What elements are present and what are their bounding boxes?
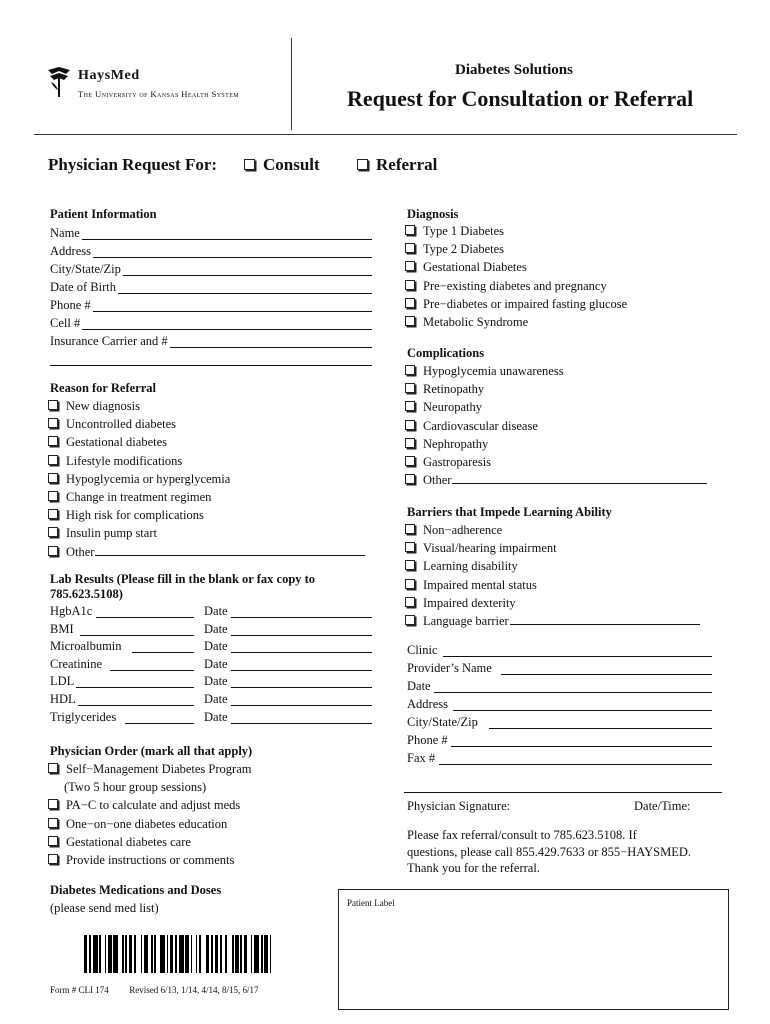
meds-heading: Diabetes Medications and Doses [50,883,222,897]
order-item-note: (Two 5 hour group sessions) [64,780,207,795]
barrier-item-label: Visual/hearing impairment [423,541,557,556]
diagnosis-item[interactable] [405,279,627,297]
checkbox[interactable] [405,383,415,393]
field-label: Cell # [50,316,81,330]
clinic-field-line[interactable] [489,728,712,729]
patient-info-field[interactable] [50,244,372,260]
patient-info-field[interactable] [50,262,372,278]
reason-item-label: Gestational diabetes [66,435,168,450]
barrier-item-label: Non−adherence [423,523,503,537]
checkbox[interactable] [48,799,58,809]
complication-item[interactable] [405,437,707,455]
fax-note-line1: Please fax referral/consult to 785.623.5108. If [407,828,637,842]
lab-date-line[interactable] [231,670,372,671]
reason-item[interactable] [48,399,365,417]
other-line[interactable] [510,614,700,625]
lab-date-line[interactable] [231,687,372,688]
complication-item-label: Gastroparesis [423,454,492,469]
lab-label: HgbA1c [50,604,93,618]
diagnosis-item-label: Pre−diabetes or impaired fasting glucose [423,296,628,311]
complication-item[interactable] [405,400,707,418]
checkbox[interactable] [48,491,58,501]
checkbox[interactable] [48,546,58,556]
diagnosis-item[interactable] [405,260,627,278]
checkbox[interactable] [48,854,58,864]
lab-date-line[interactable] [231,635,372,636]
checkbox[interactable] [405,456,415,466]
field-label: Address [50,244,91,258]
org-name: HaysMed [78,68,140,83]
other-line[interactable] [452,473,707,484]
header-rule [34,134,737,135]
barrier-item-label: Impaired dexterity [423,595,516,610]
checkbox[interactable] [48,436,58,446]
referral-checkbox[interactable] [357,159,368,170]
checkbox[interactable] [48,455,58,465]
field-label: Date of Birth [50,280,116,294]
order-item[interactable]: Self−Management Diabetes Program [48,762,251,780]
barrier-item[interactable] [405,596,700,614]
checkbox[interactable] [405,225,415,235]
complication-item[interactable] [405,455,707,473]
order-item[interactable]: Provide instructions or comments [48,853,251,871]
barriers-heading: Barriers that Impede Learning Ability [407,505,612,519]
lab-heading-line2: 785.623.5108) [50,587,123,601]
clinic-field-label: Phone # [407,733,448,747]
field-line[interactable] [82,239,372,240]
checkbox[interactable] [405,280,415,290]
field-line-extra[interactable] [50,365,372,366]
referral-option[interactable]: Referral [357,155,437,175]
checkbox[interactable] [405,474,415,484]
field-line[interactable] [82,329,372,330]
lab-date-line[interactable] [231,617,372,618]
lab-date-label: Date [204,622,228,636]
complication-item-label: Other [423,473,452,488]
complication-item[interactable] [405,419,707,437]
lab-date-label: Date [204,639,228,653]
barrier-item-label: Language barrier [423,613,509,628]
diagnosis-item-label: Metabolic Syndrome [423,314,529,329]
checkbox[interactable] [405,438,415,448]
lab-date-line[interactable] [231,705,372,706]
org-subtitle: The University of Kansas Health System [78,89,240,99]
field-label: Name [50,226,80,240]
reason-item[interactable] [48,454,365,472]
lab-value-line[interactable] [80,635,194,636]
diagnosis-item-label: Type 2 Diabetes [423,242,505,257]
diagnosis-list [405,224,627,333]
consult-option[interactable]: Consult [244,155,320,175]
checkbox[interactable] [48,400,58,410]
checkbox[interactable] [405,365,415,375]
diagnosis-item[interactable] [405,297,627,315]
lab-label: LDL [50,674,75,688]
lab-value-line[interactable] [132,652,194,653]
reason-item-label: Hypoglycemia or hyperglycemia [66,471,231,486]
barrier-item[interactable] [405,523,700,541]
reason-item[interactable] [48,490,365,508]
checkbox[interactable] [48,418,58,428]
clinic-field-line[interactable] [443,656,712,657]
lab-label: Microalbumin [50,639,122,653]
diagnosis-item-label: Type 1 Diabetes [423,224,505,238]
diagnosis-item[interactable] [405,242,627,260]
clinic-field-label: Provider’s Name [407,661,492,675]
checkbox[interactable] [405,401,415,411]
lab-label: HDL [50,692,76,706]
checkbox[interactable] [405,560,415,570]
diagnosis-item[interactable] [405,224,627,242]
checkbox[interactable] [405,615,415,625]
fax-note-line2: questions, please call 855.429.7633 or 855−HAYSMED. [407,845,691,859]
patient-info-field[interactable] [50,334,372,350]
order-heading: Physician Order (mark all that apply) [50,744,253,758]
field-label: Phone # [50,298,91,312]
lab-date-label: Date [204,657,228,671]
barriers-list [405,523,700,632]
fax-note-line3: Thank you for the referral. [407,861,540,875]
clinic-field-line[interactable] [439,764,712,765]
reason-item-label: Insulin pump start [66,526,157,541]
reason-item[interactable] [48,526,365,544]
reason-item[interactable] [48,545,365,563]
clinic-field-line[interactable] [501,674,712,675]
lab-label: BMI [50,622,74,636]
complication-item[interactable] [405,473,707,491]
reason-item-label: High risk for complications [66,508,204,523]
form-subtitle: Diabetes Solutions [455,62,573,78]
haysmed-logo-icon [46,66,72,98]
reason-list [48,399,365,563]
barrier-item[interactable] [405,559,700,577]
reason-item-label: Lifestyle modifications [66,453,183,468]
lab-date-label: Date [204,604,228,618]
complication-item[interactable] [405,382,707,400]
lab-date-label: Date [204,692,228,706]
field-line[interactable] [93,311,372,312]
clinic-field-line[interactable] [451,746,712,747]
patient-info-field[interactable] [50,316,372,332]
checkbox[interactable] [405,420,415,430]
clinic-field-label: Date [407,679,431,693]
reason-item[interactable] [48,417,365,435]
checkbox[interactable] [405,261,415,271]
other-line[interactable] [95,545,365,556]
complications-list [405,364,707,491]
lab-value-line[interactable] [110,670,194,671]
clinic-field-line[interactable] [434,692,712,693]
signature-date-label: Date/Time: [634,799,691,813]
checkbox[interactable] [48,836,58,846]
reason-item-label: Other [66,544,95,559]
barrier-item-label: Impaired mental status [423,577,537,592]
reason-item[interactable] [48,472,365,490]
consult-checkbox[interactable] [244,159,255,170]
patient-info-field[interactable] [50,298,372,314]
patient-info-field[interactable] [50,226,372,242]
diagnosis-item-label: Gestational Diabetes [423,260,527,275]
patient-label-box[interactable] [338,889,729,1010]
meds-note: (please send med list) [50,901,159,915]
complications-heading: Complications [407,346,485,360]
checkbox[interactable] [48,509,58,519]
reason-item-label: Change in treatment regimen [66,489,212,504]
clinic-field-label: City/State/Zip [407,715,478,729]
diagnosis-item-label: Pre−existing diabetes and pregnancy [423,278,607,293]
checkbox[interactable] [405,524,415,534]
patient-info-heading: Patient Information [50,207,157,221]
lab-value-line[interactable] [125,723,194,724]
reason-item[interactable] [48,508,365,526]
lab-value-line[interactable] [78,705,194,706]
checkbox[interactable] [405,316,415,326]
barrier-item[interactable] [405,578,700,596]
clinic-field-label: Fax # [407,751,436,765]
diagnosis-item[interactable] [405,315,627,333]
lab-date-line[interactable] [231,652,372,653]
lab-value-line[interactable] [76,687,194,688]
complication-item-label: Cardiovascular disease [423,418,538,433]
barrier-item[interactable] [405,541,700,559]
lab-date-label: Date [204,710,228,724]
complication-item-label: Hypoglycemia unawareness [423,364,564,378]
checkbox[interactable] [48,818,58,828]
clinic-field-line[interactable] [453,710,712,711]
order-item[interactable]: One−on−one diabetes education [48,817,251,835]
checkbox[interactable] [48,527,58,537]
diagnosis-heading: Diagnosis [407,207,459,221]
header-divider [291,38,292,130]
checkbox[interactable] [405,597,415,607]
barrier-item[interactable] [405,614,700,632]
checkbox[interactable] [405,542,415,552]
checkbox[interactable] [48,763,58,773]
barrier-item-label: Learning disability [423,559,518,574]
form-title: Request for Consultation or Referral [347,86,694,111]
form-footer [50,985,259,995]
signature-label: Physician Signature: [407,799,511,813]
lab-label: Creatinine [50,657,103,671]
lab-value-line[interactable] [96,617,194,618]
form-number: Form # CLI 174 [50,985,109,995]
lab-label: Triglycerides [50,710,117,724]
checkbox[interactable] [48,473,58,483]
reason-item-label: New diagnosis [66,399,140,413]
patient-label-caption: Patient Label [347,898,395,908]
reason-item[interactable] [48,435,365,453]
request-type-label: Physician Request For: [48,155,218,174]
checkbox[interactable] [405,298,415,308]
complication-item-label: Nephropathy [423,436,489,451]
clinic-field-label: Address [407,697,448,711]
lab-heading-line1: Lab Results (Please fill in the blank or fax copy to [50,572,316,586]
reason-item-label: Uncontrolled diabetes [66,417,177,432]
order-item[interactable]: Gestational diabetes care [48,835,251,853]
form-revised: Revised 6/13, 1/14, 4/14, 8/15, 6/17 [129,985,259,995]
field-line[interactable] [93,257,372,258]
field-label: Insurance Carrier and # [50,334,168,348]
lab-date-line[interactable] [231,723,372,724]
complication-item[interactable] [405,364,707,382]
checkbox[interactable] [405,243,415,253]
reason-heading: Reason for Referral [50,381,156,395]
order-item[interactable]: PA−C to calculate and adjust meds [48,798,251,816]
complication-item-label: Retinopathy [423,382,485,397]
barcode-icon [84,935,275,973]
patient-info-field[interactable] [50,280,372,296]
clinic-field-label: Clinic [407,643,438,657]
field-label: City/State/Zip [50,262,121,276]
order-list [48,762,251,871]
field-line[interactable] [118,293,372,294]
signature-line[interactable] [404,792,722,793]
checkbox[interactable] [405,579,415,589]
field-line[interactable] [170,347,372,348]
lab-date-label: Date [204,674,228,688]
field-line[interactable] [123,275,372,276]
complication-item-label: Neuropathy [423,400,483,415]
